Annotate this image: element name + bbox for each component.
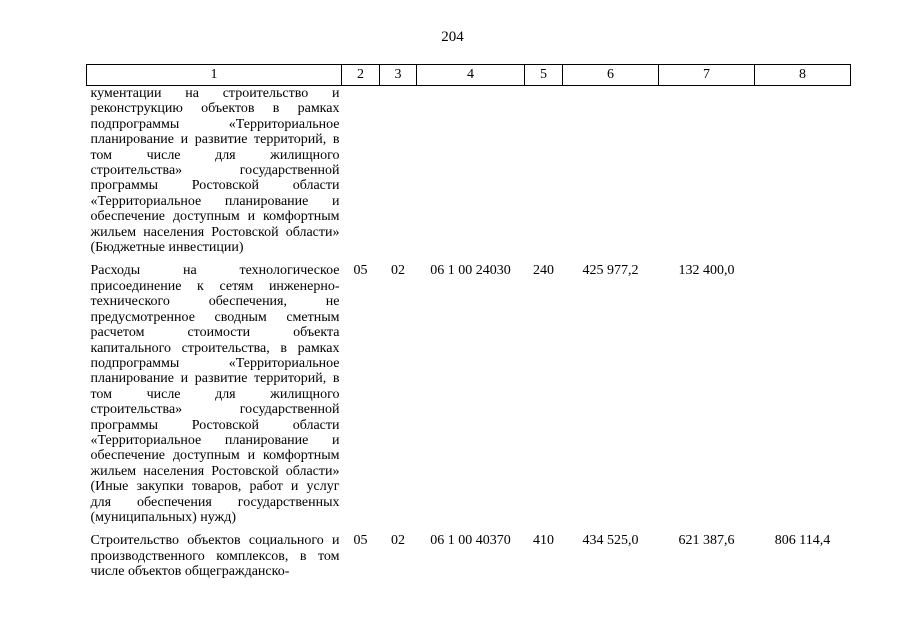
column-header-8: 8	[755, 65, 851, 86]
row-target-code	[417, 86, 525, 256]
column-header-6: 6	[563, 65, 659, 86]
row-amount-3: 806 114,4	[774, 533, 831, 549]
row-amount-3	[755, 86, 851, 256]
row-subsection	[380, 86, 417, 256]
row-description: Строительство объектов социального и производственного комплексов, в том числе объектов общегражданско-	[90, 533, 340, 580]
row-section: 05	[353, 263, 368, 279]
page-number: 204	[441, 29, 464, 45]
row-description: кументации на строительство и реконструкцию объектов в рамках подпрограммы «Территориальное планирование и развитие территорий, в том числе для жилищного строительства» государственной программы Ростовской области «Территориальное планирование и обеспечение доступным и комфортным жильем населения Ростовской области» (Бюджетные инвестиции)	[90, 86, 340, 256]
column-header-4: 4	[417, 65, 525, 86]
row-amount-2	[659, 86, 755, 256]
budget-table	[86, 64, 851, 580]
row-amount-2: 132 400,0	[678, 263, 735, 279]
column-header-2: 2	[342, 65, 380, 86]
column-header-7: 7	[659, 65, 755, 86]
row-amount-1: 434 525,0	[582, 533, 639, 549]
row-subsection: 02	[391, 533, 405, 549]
table-header-row	[87, 65, 851, 86]
row-subsection: 02	[391, 263, 405, 279]
table-row	[87, 255, 851, 525]
row-amount-1	[563, 86, 659, 256]
row-target-code: 06 1 00 40370	[430, 533, 511, 549]
row-amount-3	[755, 255, 851, 525]
row-expense-type	[525, 86, 563, 256]
row-section: 05	[353, 533, 368, 549]
table-row	[87, 86, 851, 256]
row-amount-2: 621 387,6	[678, 533, 735, 549]
row-amount-1: 425 977,2	[582, 263, 639, 279]
column-header-3: 3	[380, 65, 417, 86]
row-expense-type: 240	[533, 263, 554, 279]
column-header-1: 1	[87, 65, 342, 86]
row-expense-type: 410	[533, 533, 554, 549]
column-header-5: 5	[525, 65, 563, 86]
row-target-code: 06 1 00 24030	[430, 263, 511, 279]
table-row	[87, 525, 851, 579]
row-section	[342, 86, 380, 256]
row-description: Расходы на технологическое присоединение к сетям инженерно-технического обеспечения, не предусмотренное сводным сметным расчетом стоимости объекта капитального строительства, в рамках подпрограммы «Территориальное планирование и развитие территорий, в том числе для жилищного строительства» государственной программы Ростовской области «Территориальное планирование и обеспечение доступным и комфортным жильем населения Ростовской области» (Иные закупки товаров, работ и услуг для обеспечения государственных (муниципальных) нужд)	[90, 263, 340, 525]
